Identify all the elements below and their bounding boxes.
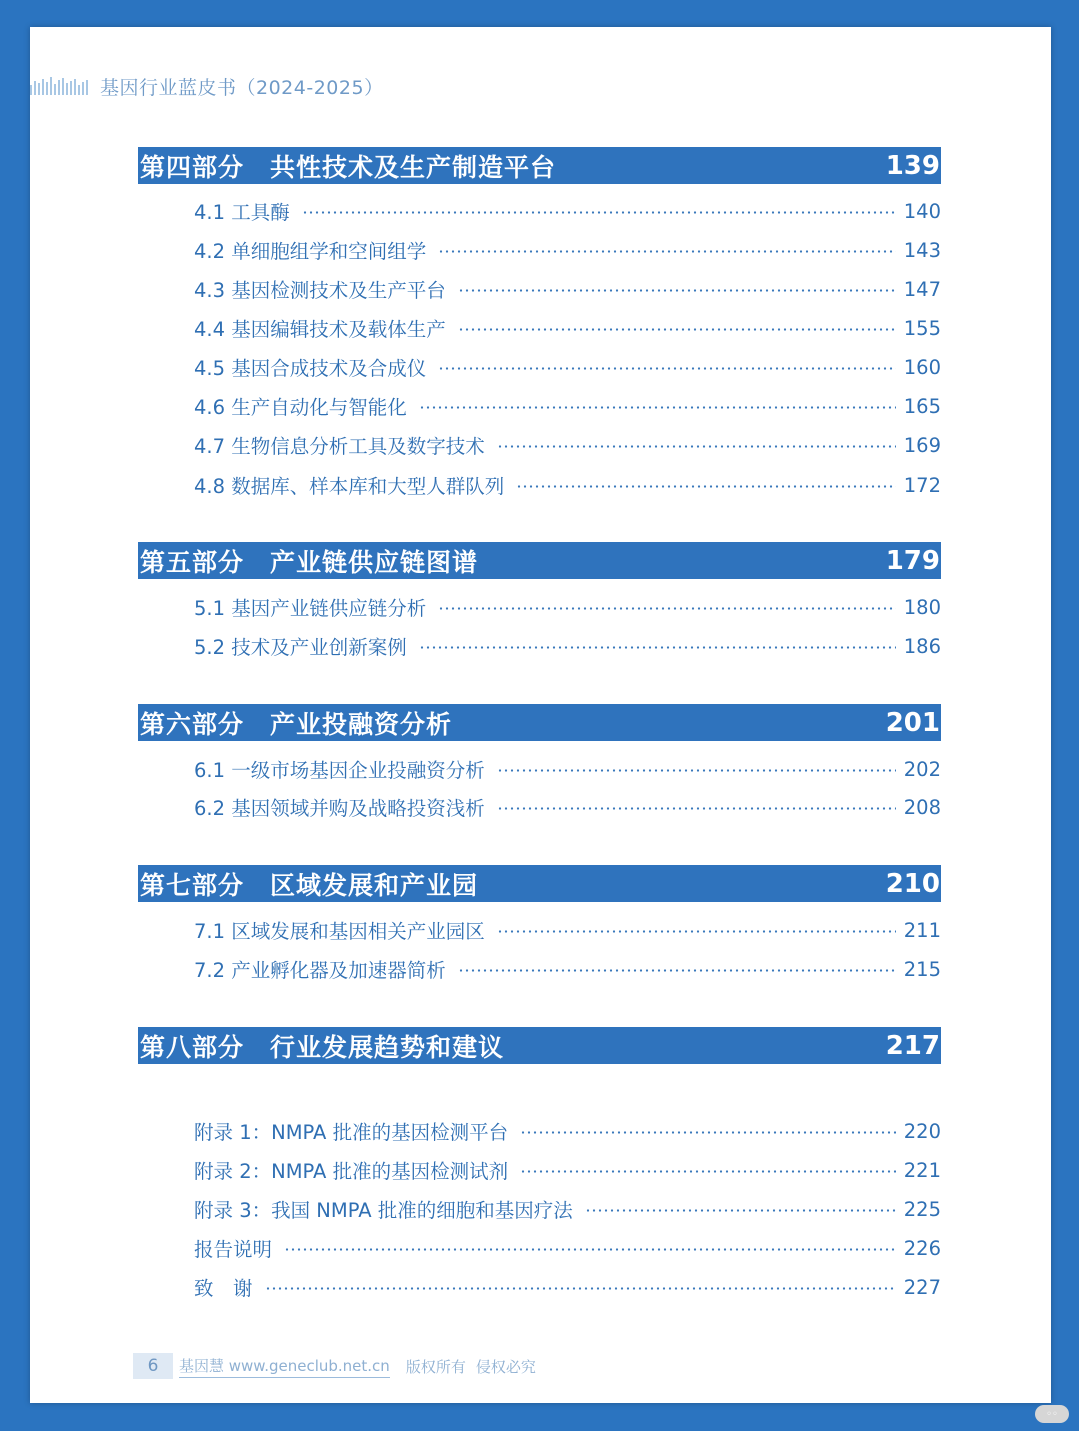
toc-entry-appendix-2[interactable] — [194, 1155, 941, 1185]
toc-page: 221 — [903, 1158, 941, 1182]
toc-entry-acknowledgements[interactable] — [194, 1272, 941, 1302]
toc-dot-leader — [458, 289, 896, 292]
toc-label: 5.2 技术及产业创新案例 — [194, 636, 407, 659]
toc-page: 226 — [903, 1236, 941, 1260]
page-header — [30, 73, 384, 99]
toc-entry-report-notes[interactable] — [194, 1233, 941, 1263]
section-6-bar[interactable] — [138, 704, 941, 741]
toc-page: 215 — [903, 957, 941, 981]
section-6-page: 201 — [885, 707, 940, 738]
toc-label: 5.1 基因产业链供应链分析 — [194, 597, 427, 620]
section-7 — [138, 865, 941, 902]
toc-entry-4-5[interactable] — [194, 352, 941, 382]
header-barcode-decoration — [30, 77, 90, 95]
toc-page: 147 — [903, 277, 941, 301]
toc-label: 4.1 工具酶 — [194, 201, 290, 224]
section-8-page: 217 — [885, 1030, 940, 1061]
section-7-bar[interactable] — [138, 865, 941, 902]
toc-dot-leader — [438, 367, 896, 370]
toc-dot-leader — [520, 1170, 896, 1173]
footer-site-link[interactable]: 基因慧 www.geneclub.net.cn — [179, 1355, 390, 1378]
toc-dot-leader — [585, 1209, 896, 1212]
toc-label: 报告说明 — [194, 1238, 273, 1261]
toc-label: 4.3 基因检测技术及生产平台 — [194, 279, 446, 302]
toc-entry-5-2[interactable] — [194, 631, 941, 661]
toc-page: 165 — [903, 394, 941, 418]
toc-page: 186 — [903, 634, 941, 658]
toc-label: 4.7 生物信息分析工具及数字技术 — [194, 435, 485, 458]
section-7-title: 第七部分 区域发展和产业园 — [140, 870, 479, 900]
toc-dot-leader — [419, 406, 896, 409]
toc-entry-6-1[interactable] — [194, 754, 941, 784]
toc-entry-4-1[interactable] — [194, 196, 941, 226]
toc-page: 160 — [903, 355, 941, 379]
toc-label: 附录 1：NMPA 批准的基因检测平台 — [194, 1121, 509, 1144]
toc-dot-leader — [497, 445, 896, 448]
section-5-bar[interactable] — [138, 542, 941, 579]
toc-dot-leader — [497, 769, 896, 772]
toc-page: 211 — [903, 918, 941, 942]
toc-label: 附录 2：NMPA 批准的基因检测试剂 — [194, 1160, 509, 1183]
toc-dot-leader — [438, 607, 896, 610]
toc-entry-appendix-1[interactable] — [194, 1116, 941, 1146]
section-5 — [138, 542, 941, 579]
toc-entry-7-2[interactable] — [194, 954, 941, 984]
toc-page: 155 — [903, 316, 941, 340]
toc-dot-leader — [458, 969, 896, 972]
footer-rights: 版权所有 — [405, 1357, 466, 1376]
toc-entry-4-6[interactable] — [194, 391, 941, 421]
footer-warning: 侵权必究 — [475, 1357, 536, 1376]
toc-label: 4.2 单细胞组学和空间组学 — [194, 240, 427, 263]
section-7-page: 210 — [885, 868, 940, 899]
toc-entry-4-8[interactable] — [194, 470, 941, 500]
toc-dot-leader — [520, 1131, 896, 1134]
section-4-bar[interactable] — [138, 147, 941, 184]
toc-dot-leader — [497, 930, 896, 933]
toc-page: 143 — [903, 238, 941, 262]
toc-entry-6-2[interactable] — [194, 792, 941, 822]
toc-dot-leader — [438, 250, 896, 253]
toc-entry-4-3[interactable] — [194, 274, 941, 304]
toc-entry-7-1[interactable] — [194, 915, 941, 945]
toc-page: 225 — [903, 1197, 941, 1221]
watermark-badge-icon: ◦◦ — [1035, 1405, 1069, 1423]
toc-entry-4-4[interactable] — [194, 313, 941, 343]
toc-entry-4-2[interactable] — [194, 235, 941, 265]
toc-dot-leader — [419, 646, 896, 649]
toc-dot-leader — [458, 328, 896, 331]
toc-dot-leader — [302, 211, 896, 214]
toc-label: 致 谢 — [194, 1277, 253, 1300]
section-8 — [138, 1027, 941, 1064]
toc-label: 6.1 一级市场基因企业投融资分析 — [194, 759, 485, 782]
section-8-bar[interactable] — [138, 1027, 941, 1064]
toc-page: 208 — [903, 795, 941, 819]
toc-entry-appendix-3[interactable] — [194, 1194, 941, 1224]
section-4-page: 139 — [885, 150, 940, 181]
section-5-page: 179 — [885, 545, 940, 576]
document-page — [30, 27, 1051, 1403]
toc-page: 180 — [903, 595, 941, 619]
toc-page: 169 — [903, 433, 941, 457]
section-4-title: 第四部分 共性技术及生产制造平台 — [140, 152, 557, 182]
toc-page: 140 — [903, 199, 941, 223]
section-6 — [138, 704, 941, 741]
toc-dot-leader — [516, 485, 896, 488]
header-title: 基因行业蓝皮书（2024-2025） — [100, 76, 384, 99]
section-5-title: 第五部分 产业链供应链图谱 — [140, 547, 479, 577]
toc-label: 附录 3：我国 NMPA 批准的细胞和基因疗法 — [194, 1199, 573, 1222]
section-4 — [138, 147, 941, 184]
toc-label: 7.1 区域发展和基因相关产业园区 — [194, 920, 485, 943]
toc-dot-leader — [265, 1287, 896, 1290]
toc-page: 172 — [903, 473, 941, 497]
section-6-title: 第六部分 产业投融资分析 — [140, 709, 453, 739]
section-8-title: 第八部分 行业发展趋势和建议 — [140, 1032, 505, 1062]
toc-page: 220 — [903, 1119, 941, 1143]
toc-label: 4.5 基因合成技术及合成仪 — [194, 357, 427, 380]
toc-dot-leader — [497, 807, 896, 810]
toc-page: 227 — [903, 1275, 941, 1299]
toc-label: 4.4 基因编辑技术及载体生产 — [194, 318, 446, 341]
toc-entry-4-7[interactable] — [194, 430, 941, 460]
toc-label: 4.8 数据库、样本库和大型人群队列 — [194, 475, 505, 498]
toc-label: 7.2 产业孵化器及加速器简析 — [194, 959, 446, 982]
toc-label: 6.2 基因领域并购及战略投资浅析 — [194, 797, 485, 820]
toc-label: 4.6 生产自动化与智能化 — [194, 396, 407, 419]
toc-entry-5-1[interactable] — [194, 592, 941, 622]
toc-page: 202 — [903, 757, 941, 781]
page-footer — [133, 1353, 536, 1379]
footer-page-number: 6 — [133, 1353, 173, 1379]
toc-dot-leader — [284, 1248, 896, 1251]
